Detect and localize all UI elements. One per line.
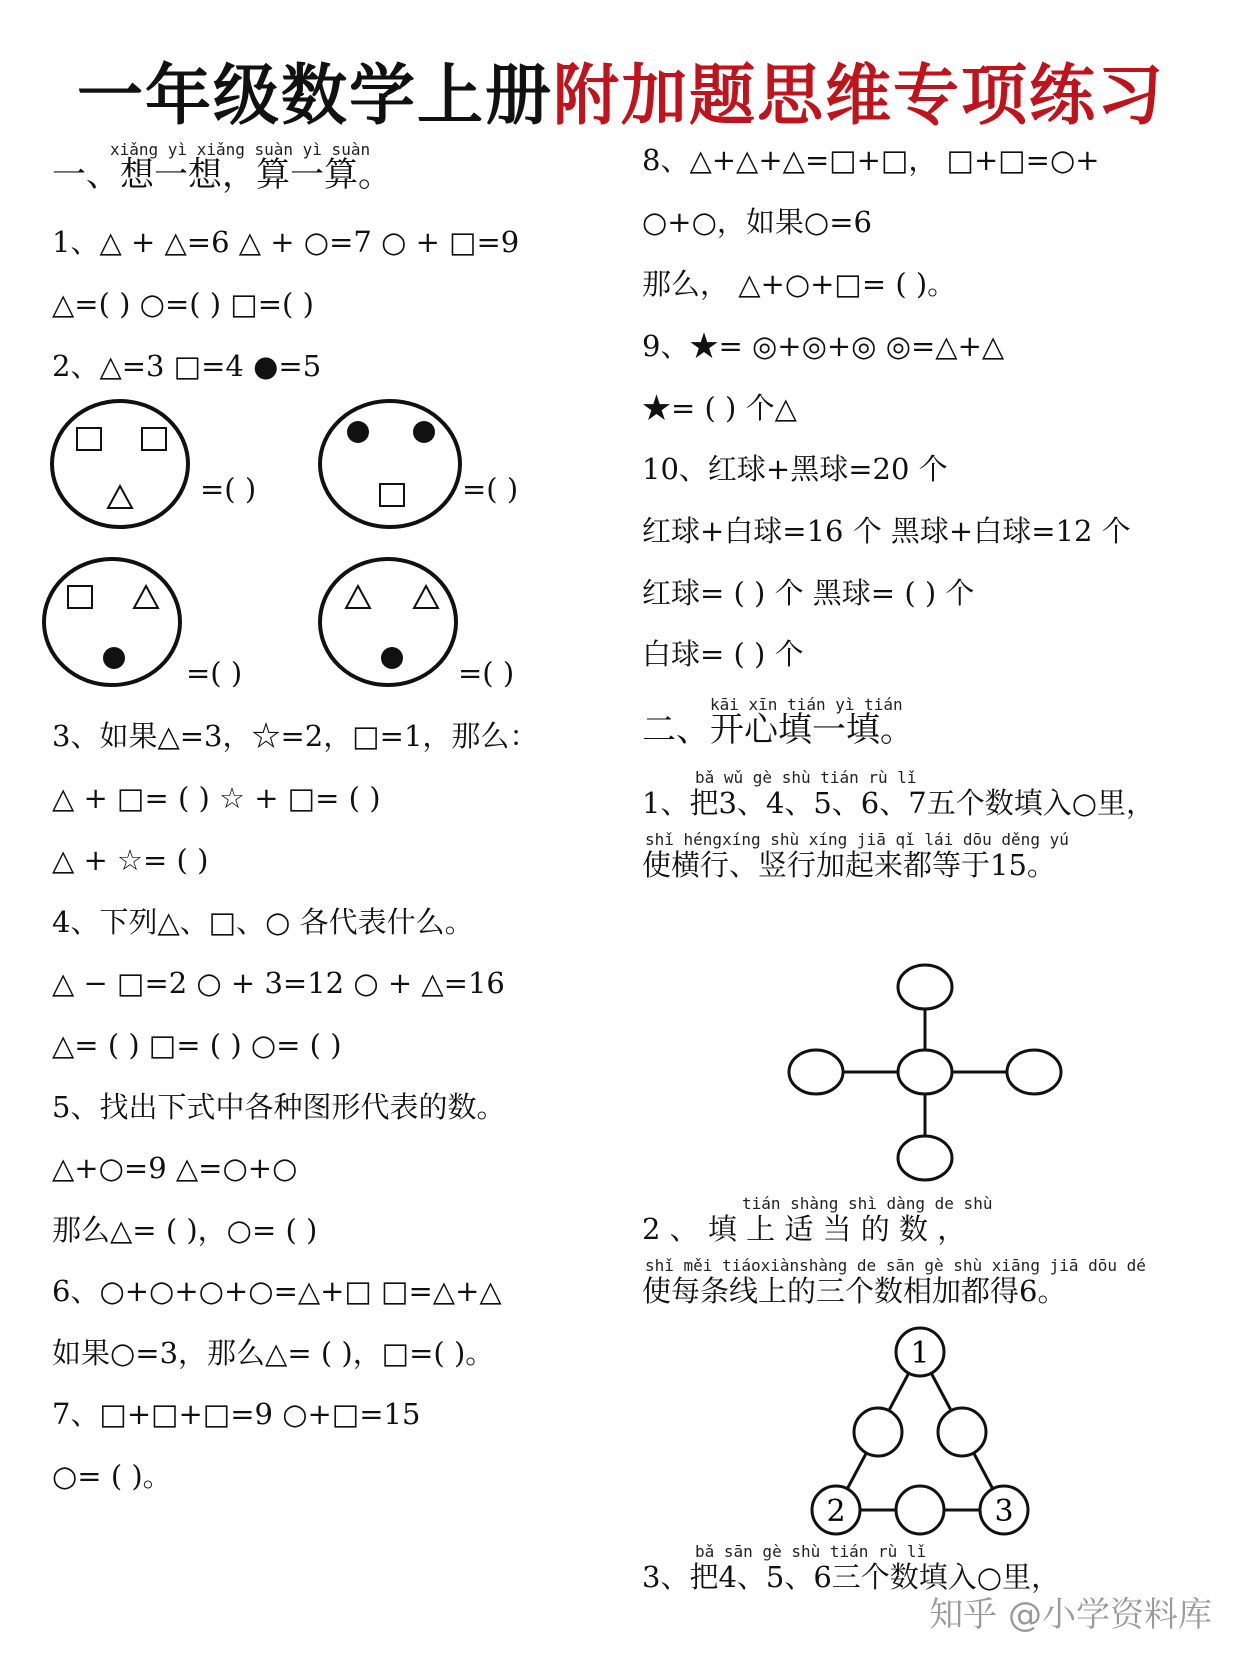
tri-label-1: 1 <box>910 1336 930 1371</box>
face-4-answer: =( ) <box>458 656 515 690</box>
face-2-answer: =( ) <box>462 472 519 506</box>
q7-equations: 7、□+□+□=9 ○+□=15 <box>52 1397 421 1431</box>
q3-row1: △ + □= ( ) ☆ + □= ( ) <box>52 781 381 815</box>
section2-pinyin: kāi xīn tián yì tián <box>710 695 903 714</box>
tri-label-2: 2 <box>826 1494 846 1529</box>
face-4 <box>318 556 468 688</box>
q7-answer: ○= ( )。 <box>52 1459 172 1493</box>
face-3-answer: =( ) <box>186 656 243 690</box>
q6-equations: 6、○+○+○+○=△+□ □=△+△ <box>52 1274 502 1308</box>
p2-pinyin-2: shǐ měi tiáoxiànshàng de sān gè shù xiāng jiā dōu dé <box>645 1256 1146 1275</box>
q4-equations: △ − □=2 ○ + 3=12 ○ + △=16 <box>52 966 505 1000</box>
q8-line1: 8、△+△+△=□+□， □+□=○+ <box>642 143 1100 177</box>
q2-values: 2、△=3 □=4 ●=5 <box>52 349 322 383</box>
p3-line1: 3、把4、5、6三个数填入○里， <box>642 1560 1061 1594</box>
q10-line4: 白球= ( ) 个 <box>642 637 804 671</box>
q10-line1: 10、红球+黑球=20 个 <box>642 452 948 486</box>
p3-pinyin-1: bǎ sān gè shù tián rù lǐ <box>695 1542 927 1561</box>
face-3 <box>42 556 192 688</box>
q10-line3: 红球= ( ) 个 黑球= ( ) 个 <box>642 576 975 610</box>
face-1-answer: =( ) <box>200 472 257 506</box>
tri-label-3: 3 <box>994 1494 1014 1529</box>
q9-line2: ★= ( ) 个△ <box>642 391 797 425</box>
p2-line1: 2 、 填 上 适 当 的 数 ， <box>642 1212 967 1246</box>
face-1 <box>50 398 200 530</box>
p1-line1: 1、把3、4、5、6、7五个数填入○里， <box>642 786 1156 820</box>
p1-pinyin-1: bǎ wǔ gè shù tián rù lǐ <box>695 768 917 787</box>
q9-line1: 9、★= ◎+◎+◎ ◎=△+△ <box>642 329 1005 363</box>
title-black: 一年级数学上册 <box>77 57 553 134</box>
section2-heading: 二、开心填一填。 <box>642 710 914 750</box>
p1-line2: 使横行、竖行加起来都等于15。 <box>642 848 1056 882</box>
section1-pinyin: xiǎng yì xiǎng suàn yì suàn <box>110 140 371 159</box>
q5-answers: 那么△= ( )，○= ( ) <box>52 1213 318 1247</box>
cross-diagram <box>788 960 1062 1186</box>
q6-answers: 如果○=3，那么△= ( )，□=( )。 <box>52 1336 495 1370</box>
face-2 <box>318 398 468 530</box>
q10-line2: 红球+白球=16 个 黑球+白球=12 个 <box>642 514 1131 548</box>
page-title <box>0 42 1242 137</box>
q3-condition: 3、如果△=3，☆=2，□=1，那么： <box>52 719 539 753</box>
q4-answers: △= ( ) □= ( ) ○= ( ) <box>52 1028 342 1062</box>
q5-equations: △+○=9 △=○+○ <box>52 1151 298 1185</box>
q4-prompt: 4、下列△、□、○ 各代表什么。 <box>52 905 474 939</box>
section1-heading: 一、想一想，算一算。 <box>52 155 392 195</box>
q5-prompt: 5、找出下式中各种图形代表的数。 <box>52 1090 506 1124</box>
title-red: 附加题思维专项练习 <box>553 57 1165 134</box>
p2-pinyin-1: tián shàng shì dàng de shù <box>742 1194 993 1213</box>
watermark: 知乎 @小学资料库 <box>929 1595 1212 1635</box>
q1-equations: 1、△ + △=6 △ + ○=7 ○ + □=9 <box>52 225 520 259</box>
p2-line2: 使每条线上的三个数相加都得6。 <box>642 1274 1067 1308</box>
triangle-diagram <box>800 1326 1040 1544</box>
q1-answers: △=( ) ○=( ) □=( ) <box>52 287 314 321</box>
q8-line2: ○+○，如果○=6 <box>642 205 872 239</box>
q8-line3: 那么， △+○+□= ( )。 <box>642 267 957 301</box>
q3-row2: △ + ☆= ( ) <box>52 843 209 877</box>
p1-pinyin-2: shǐ héngxíng shù xíng jiā qǐ lái dōu děng yú <box>645 830 1069 849</box>
